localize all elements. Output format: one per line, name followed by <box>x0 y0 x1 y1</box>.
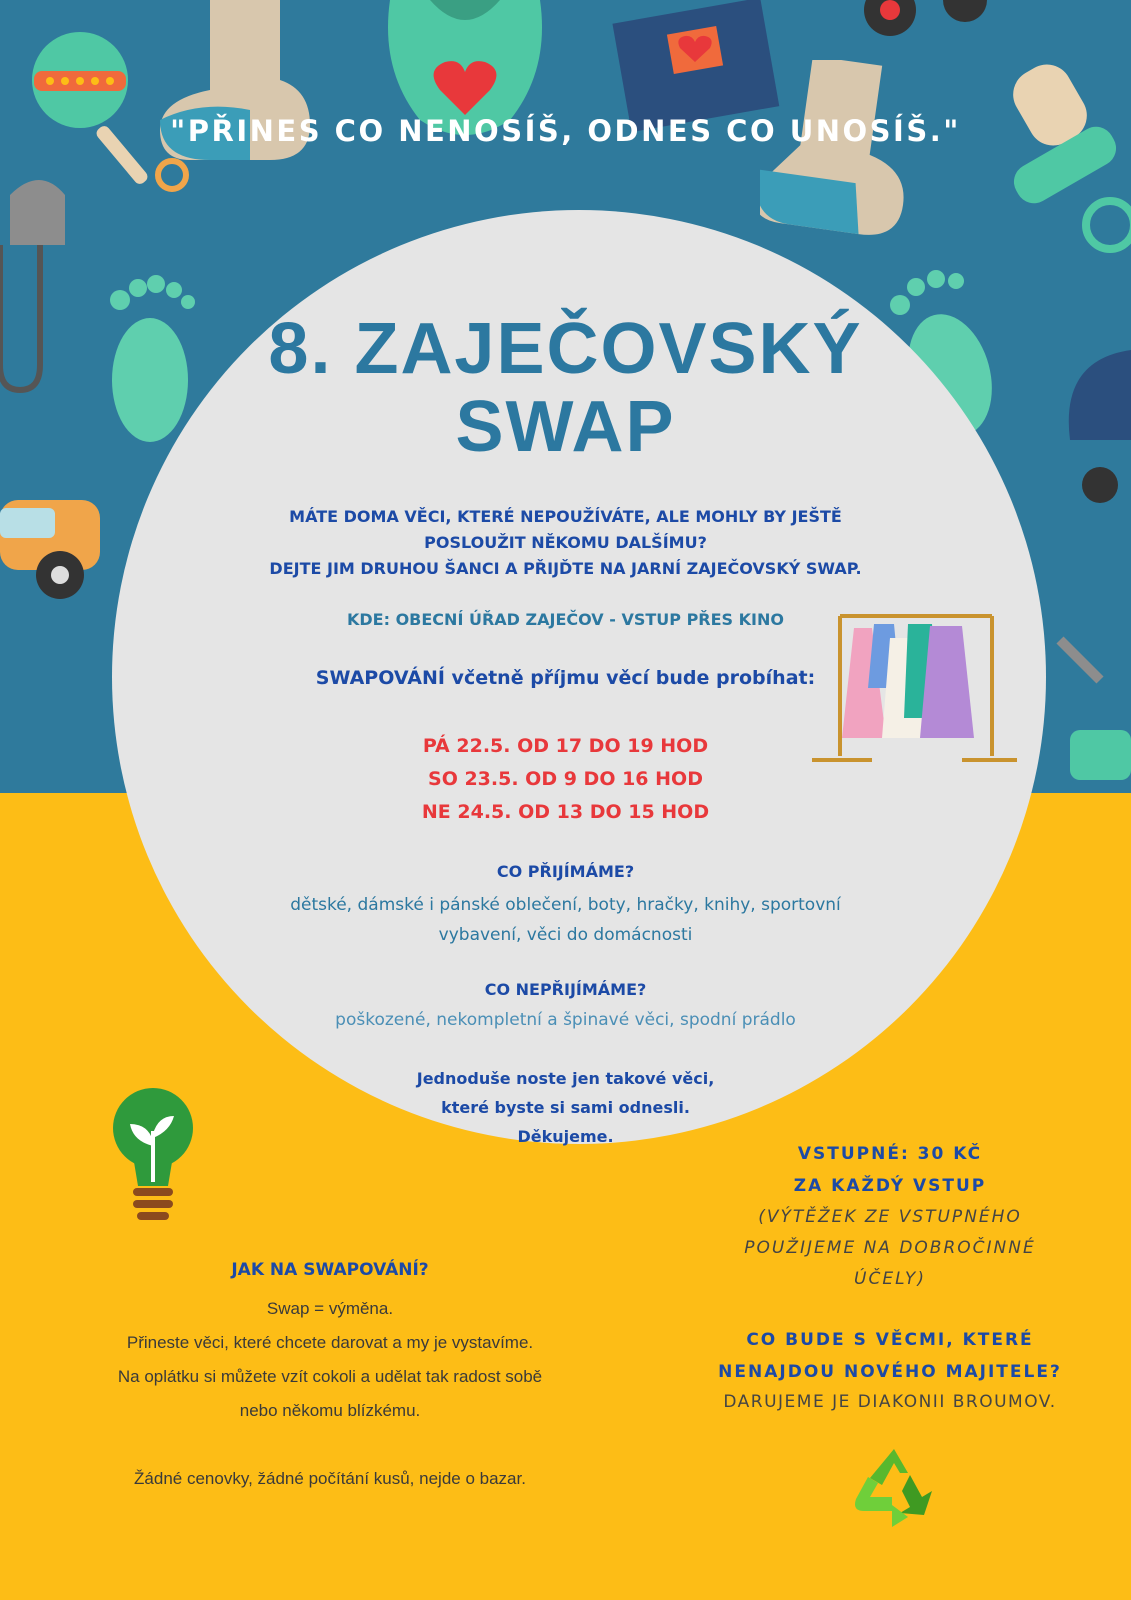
how-text <box>40 1292 620 1496</box>
schedule-heading: SWAPOVÁNÍ včetně příjmu věcí bude probíhat: <box>315 667 816 689</box>
fee-note-line-3: ÚČELY) <box>854 1269 926 1289</box>
unsold-answer: DARUJEME JE DIAKONII BROUMOV. <box>723 1392 1057 1412</box>
pacifier-icon <box>990 55 1131 255</box>
fee-note-line-2: POUŽIJEME NA DOBROČINNÉ <box>744 1238 1036 1258</box>
fee-note-line-1: (VÝTĚŽEK ZE VSTUPNÉHO <box>758 1207 1022 1227</box>
unsold-question <box>700 1324 1080 1388</box>
how-heading: JAK NA SWAPOVÁNÍ? <box>231 1260 429 1280</box>
intro-line-1: MÁTE DOMA VĚCI, KTERÉ NEPOUŽÍVÁTE, ALE MOHLY BY JEŠTĚ <box>289 507 842 526</box>
schedule-dates <box>0 730 1131 829</box>
date-saturday: SO 23.5. OD 9 DO 16 HOD <box>428 768 703 790</box>
closing-line-3: Děkujeme. <box>517 1127 614 1146</box>
title-line-2: SWAP <box>455 387 676 467</box>
intro-line-2: POSLOUŽIT NĚKOMU DALŠÍMU? <box>424 533 707 552</box>
date-friday: PÁ 22.5. OD 17 DO 19 HOD <box>422 735 709 757</box>
title-line-1: 8. ZAJEČOVSKÝ <box>268 309 863 389</box>
unsold-line-2: NENAJDOU NOVÉHO MAJITELE? <box>718 1362 1062 1382</box>
accept-heading: CO PŘIJÍMÁME? <box>496 862 635 881</box>
lightbulb-icon <box>108 1086 198 1228</box>
entry-fee <box>700 1138 1080 1202</box>
accept-text <box>0 890 1131 950</box>
accept-line-2: vybavení, věci do domácnosti <box>438 925 693 945</box>
fee-line-1: VSTUPNÉ: 30 KČ <box>797 1144 983 1164</box>
how-line-6: Žádné cenovky, žádné počítání kusů, nejde o bazar. <box>134 1469 526 1488</box>
recycle-icon <box>848 1445 940 1529</box>
fee-note <box>700 1202 1080 1295</box>
reject-heading: CO NEPŘIJÍMÁME? <box>484 980 647 999</box>
slogan: "PŘINES CO NENOSÍŠ, ODNES CO UNOSÍŠ." <box>170 114 961 148</box>
reject-text: poškozené, nekompletní a špinavé věci, spodní prádlo <box>335 1010 796 1030</box>
fee-line-2: ZA KAŽDÝ VSTUP <box>793 1176 987 1196</box>
page-title <box>0 310 1131 466</box>
closing-line-1: Jednoduše noste jen takové věci, <box>416 1069 715 1088</box>
how-line-3: Na oplátku si můžete vzít cokoli a udělat tak radost sobě <box>117 1367 543 1386</box>
closing-line-2: které byste si sami odnesli. <box>441 1098 690 1117</box>
intro-line-3: DEJTE JIM DRUHOU ŠANCI A PŘIJĎTE NA JARNÍ ZAJEČOVSKÝ SWAP. <box>269 559 862 578</box>
sock-icon-2 <box>760 60 930 240</box>
wheel-icon <box>860 0 990 50</box>
intro-text <box>0 504 1131 582</box>
accept-line-1: dětské, dámské i pánské oblečení, boty, hračky, knihy, sportovní <box>290 895 841 915</box>
how-line-5 <box>40 1428 620 1462</box>
how-line-1: Swap = výměna. <box>266 1299 394 1318</box>
unsold-line-1: CO BUDE S VĚCMI, KTERÉ <box>746 1330 1034 1350</box>
how-line-4: nebo někomu blízkému. <box>239 1401 421 1420</box>
how-line-2: Přineste věci, které chcete darovat a my je vystavíme. <box>126 1333 534 1352</box>
date-sunday: NE 24.5. OD 13 DO 15 HOD <box>421 801 710 823</box>
location-text: KDE: OBECNÍ ÚŘAD ZAJEČOV - VSTUP PŘES KINO <box>347 610 784 629</box>
